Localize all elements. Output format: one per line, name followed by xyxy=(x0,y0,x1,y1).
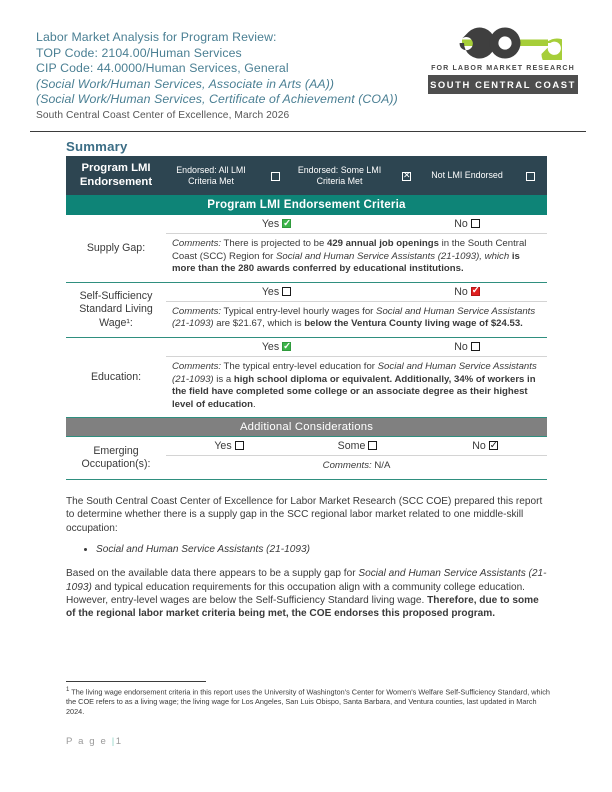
criterion-2-yesno-row xyxy=(66,337,547,356)
emerging-choice-no[interactable] xyxy=(423,437,547,456)
emerging-some-label: Some xyxy=(337,440,366,453)
footer-separator: | xyxy=(111,736,116,747)
criterion-0-comment-prefix: Comments: xyxy=(172,238,222,249)
logo-tagline: FOR LABOR MARKET RESEARCH xyxy=(431,64,575,72)
occupation-list xyxy=(66,543,548,557)
document-header xyxy=(0,0,612,121)
criterion-1-no[interactable] xyxy=(387,282,547,301)
endorsement-table xyxy=(66,156,547,480)
footnote-text: The living wage endorsement criteria in this report uses the University of Washington's Center for Women's Welfare Self-Sufficiency Standard, which the COE refers to as a living wage; the living wage for Los Angeles, San Luis Obispo, Santa Barbara, and Ventura counties, last updated in March 2024. xyxy=(66,687,550,717)
x-mark-icon: ✕ xyxy=(403,170,411,181)
footnote-divider xyxy=(66,681,206,682)
header-divider xyxy=(30,131,586,132)
report-body xyxy=(66,495,548,629)
checkbox-empty-icon xyxy=(471,342,480,351)
criterion-1-yes[interactable] xyxy=(166,282,387,301)
criterion-0-label: Supply Gap: xyxy=(86,241,146,254)
criterion-2-no-label: No xyxy=(454,340,468,353)
header-line-1: Labor Market Analysis for Program Review: xyxy=(36,30,277,44)
coe-wordmark-icon xyxy=(444,26,562,60)
criterion-0-yes-label: Yes xyxy=(261,218,280,230)
body-paragraph-1: The South Central Coast Center of Excellence for Labor Market Research (SCC COE) prepared this report to determine whether there is a supply gap in the SCC regional labor market related to one middle-skill occupation: xyxy=(66,496,543,534)
logo-region-band: SOUTH CENTRAL COAST xyxy=(428,75,578,94)
summary-heading: Summary xyxy=(66,139,128,154)
criterion-0-yesno-row xyxy=(66,215,547,234)
criterion-1-yes-label: Yes xyxy=(261,285,280,298)
checkbox-empty-icon xyxy=(282,287,291,296)
criterion-2-yes-label: Yes xyxy=(261,340,280,353)
criterion-1-no-label: No xyxy=(454,285,468,298)
criterion-1-yesno-row xyxy=(66,282,547,301)
emerging-yes-label: Yes xyxy=(214,440,232,453)
checkbox-empty-icon xyxy=(235,441,244,450)
criterion-2-comment xyxy=(166,356,547,417)
endorsement-option-label-1: Endorsed: Some LMI Criteria Met xyxy=(292,156,387,195)
body-paragraph-2: Based on the available data there appears to be a supply gap for Social and Human Service Assistants (21-1093) and typical education requirements for this occupation align with a community college education. However, entry-level wages are below the Self-Sufficiency Standard living wage. Therefore, due to some of the regional labor market criteria being met, the COE endorses this proposed program. xyxy=(66,568,547,620)
criterion-0-comment xyxy=(166,234,547,283)
criterion-0-comment-parts: There is projected to be 429 annual job openings in the South Central Coast (SCC) Region for Social and Human Service Assistants (21-1093), which is more than the 280 awards conferred by educational institutions. xyxy=(172,238,527,275)
emerging-no-label: No xyxy=(472,440,486,453)
criterion-0-no[interactable] xyxy=(387,215,547,234)
page-footer xyxy=(66,736,121,747)
checkbox-checked-green-icon: ✓ xyxy=(283,340,292,352)
criterion-1-comment-prefix: Comments: xyxy=(172,305,222,317)
criterion-1-comment xyxy=(166,301,547,337)
emerging-occupation-label: Emerging Occupation(s): xyxy=(81,444,151,471)
list-item: • Social and Human Service Assistants (21-1093) xyxy=(96,543,548,557)
criterion-0-no-label: No xyxy=(454,218,468,230)
footnote-marker: 1 xyxy=(66,687,70,693)
additional-band-row xyxy=(66,418,547,437)
endorsement-option-label-2: Not LMI Endorsed xyxy=(423,156,511,195)
emerging-choice-some[interactable] xyxy=(292,437,423,456)
checkbox-checked-black-icon: ✓ xyxy=(489,439,498,451)
criterion-2-comment-parts: The typical entry-level education for Social and Human Service Assistants (21-1093) is a high school diploma or equivalent. Additionally, 34% of workers in the field have completed some college or an associate degree as their highest level of education. xyxy=(172,360,537,410)
emerging-choice-yes[interactable] xyxy=(166,437,292,456)
footer-page-number: 1 xyxy=(115,736,122,747)
criteria-band-row xyxy=(66,195,547,215)
endorsement-title: Program LMI Endorsement xyxy=(66,156,166,195)
criterion-2-comment-prefix: Comments: xyxy=(172,360,222,372)
emerging-comment-value: N/A xyxy=(371,460,391,472)
header-line-3: CIP Code: 44.0000/Human Services, General xyxy=(36,61,289,76)
endorsement-checkbox-0[interactable] xyxy=(256,156,292,195)
endorsement-header-row xyxy=(66,156,547,195)
criterion-1-comment-parts: Typical entry-level hourly wages for Social and Human Service Assistants (21-1093) are $21.67, which is below the Ventura County living wage of $24.53. xyxy=(172,305,536,330)
emerging-yesno-row xyxy=(66,437,547,456)
criteria-band-label: Program LMI Endorsement Criteria xyxy=(66,195,547,215)
emerging-comment-prefix: Comments: xyxy=(322,460,372,472)
criterion-2-yes[interactable] xyxy=(166,337,387,356)
criterion-2-label: Education: xyxy=(90,370,142,383)
header-subtitle: South Central Coast Center of Excellence, March 2026 xyxy=(36,109,290,121)
emerging-comment xyxy=(166,456,547,480)
checkbox-empty-icon xyxy=(368,441,377,450)
criterion-1-label: Self-Sufficiency Standard Living Wage¹: xyxy=(79,289,153,329)
checkbox-checked-red-icon: ✓ xyxy=(471,285,480,297)
checkbox-checked-green-icon: ✓ xyxy=(283,217,292,229)
checkbox-empty-icon xyxy=(471,219,480,228)
coe-logo xyxy=(428,26,578,94)
footer-page-label: P a g e xyxy=(66,736,108,747)
endorsement-checkbox-2[interactable] xyxy=(511,156,547,195)
criterion-0-yes[interactable] xyxy=(166,215,387,234)
criterion-2-no[interactable] xyxy=(387,337,547,356)
endorsement-checkbox-1[interactable] xyxy=(387,156,423,195)
header-line-5: (Social Work/Human Services, Certificate of Achievement (COA)) xyxy=(36,92,398,107)
additional-band-label: Additional Considerations xyxy=(66,418,547,437)
header-line-2: TOP Code: 2104.00/Human Services xyxy=(36,45,242,60)
footnote xyxy=(66,686,552,717)
header-line-4: (Social Work/Human Services, Associate in Arts (AA)) xyxy=(36,76,335,91)
endorsement-option-label-0: Endorsed: All LMI Criteria Met xyxy=(166,156,256,195)
